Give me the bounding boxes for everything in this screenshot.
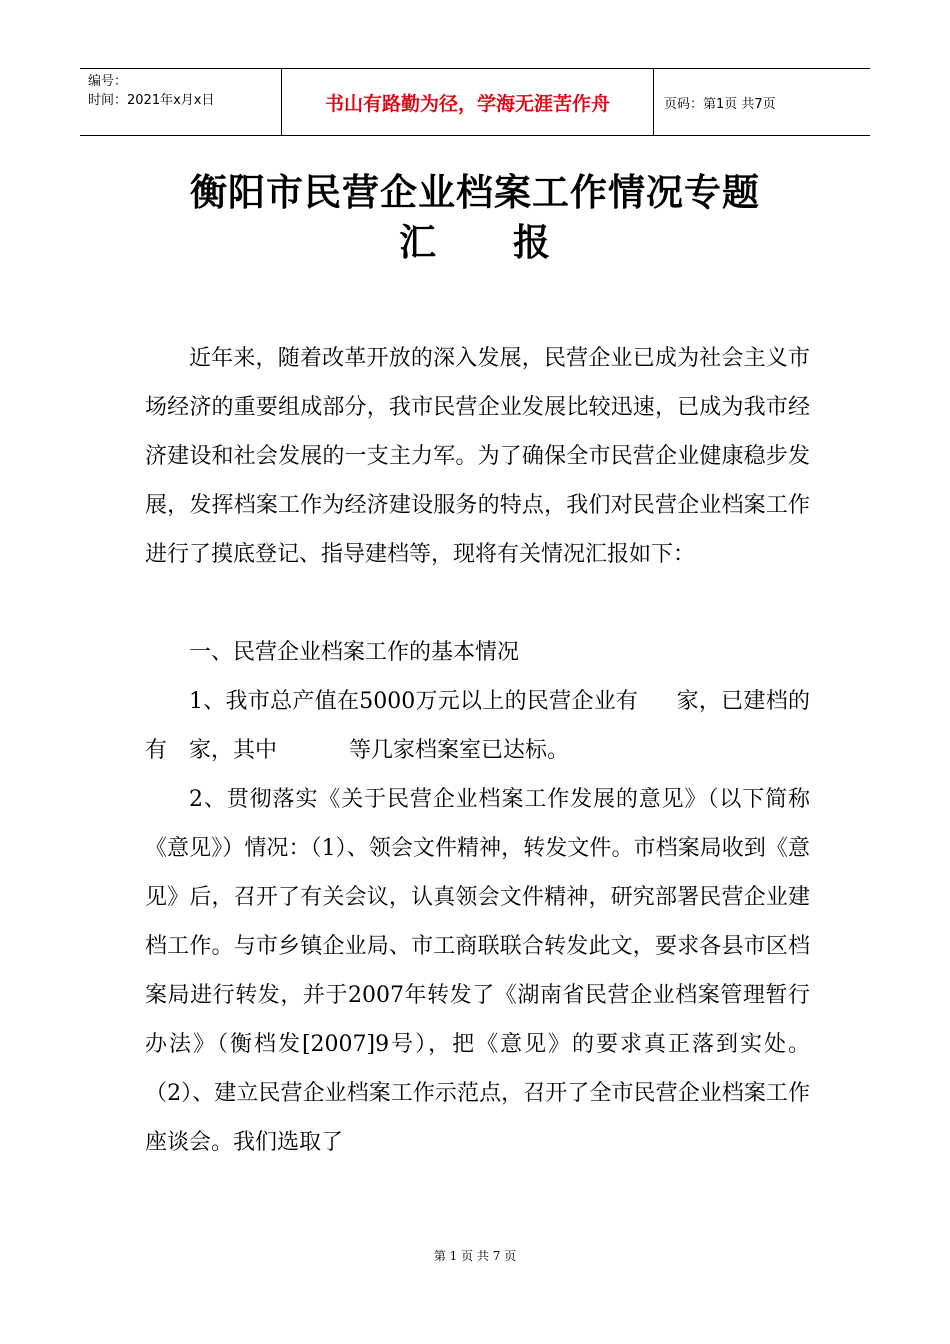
item-2-paragraph: 2、贯彻落实《关于民营企业档案工作发展的意见》（以下简称《意见》）情况：（1）、领会文件精神，转发文件。市档案局收到《意见》后，召开了有关会议，认真领会文件精神，研究部署民营企业建档工作。与市乡镇企业局、市工商联联合转发此文，要求各县市区档案局进行转发，并于2007年转发了《湖南省民营企业档案管理暂行办法》（衡档发[2007]9号），把《意见》的要求真正落到实处。（2）、建立民营企业档案工作示范点，召开了全市民营企业档案工作座谈会。我们选取了 <box>145 787 810 1155</box>
document-title-line1: 衡阳市民营企业档案工作情况专题 <box>190 170 760 214</box>
document-title-line2: 汇 报 <box>399 220 551 264</box>
item-1-paragraph <box>145 677 810 775</box>
item-1-text-d: 等几家档案室已达标。 <box>349 738 570 763</box>
header-page-info: 页码：第1页 共7页 <box>664 96 776 112</box>
header-motto: 书山有路勤为径，学海无涯苦作舟 <box>282 69 654 135</box>
section-heading-1: 一、民营企业档案工作的基本情况 <box>189 640 520 665</box>
intro-paragraph: 近年来，随着改革开放的深入发展，民营企业已成为社会主义市场经济的重要组成部分，我市民营企业发展比较迅速，已成为我市经济建设和社会发展的一支主力军。为了确保全市民营企业健康稳步发展，发挥档案工作为经济建设服务的特点，我们对民营企业档案工作进行了摸底登记、指导建档等，现将有关情况汇报如下： <box>145 346 810 567</box>
item-1-text-b: 家，已建档的有 <box>145 689 810 763</box>
item-1-text-c: 家，其中 <box>189 738 278 763</box>
item-1-text-a: 1、我市总产值在5000万元以上的民营企业有 <box>189 689 639 714</box>
document-body <box>145 334 810 1167</box>
header-meta <box>80 69 282 135</box>
page-footer: 第 1 页 共 7 页 <box>433 1249 517 1263</box>
number-label: 编号： <box>88 74 128 89</box>
time-label: 时间：2021年x月x日 <box>88 93 215 108</box>
document-header <box>80 68 870 136</box>
